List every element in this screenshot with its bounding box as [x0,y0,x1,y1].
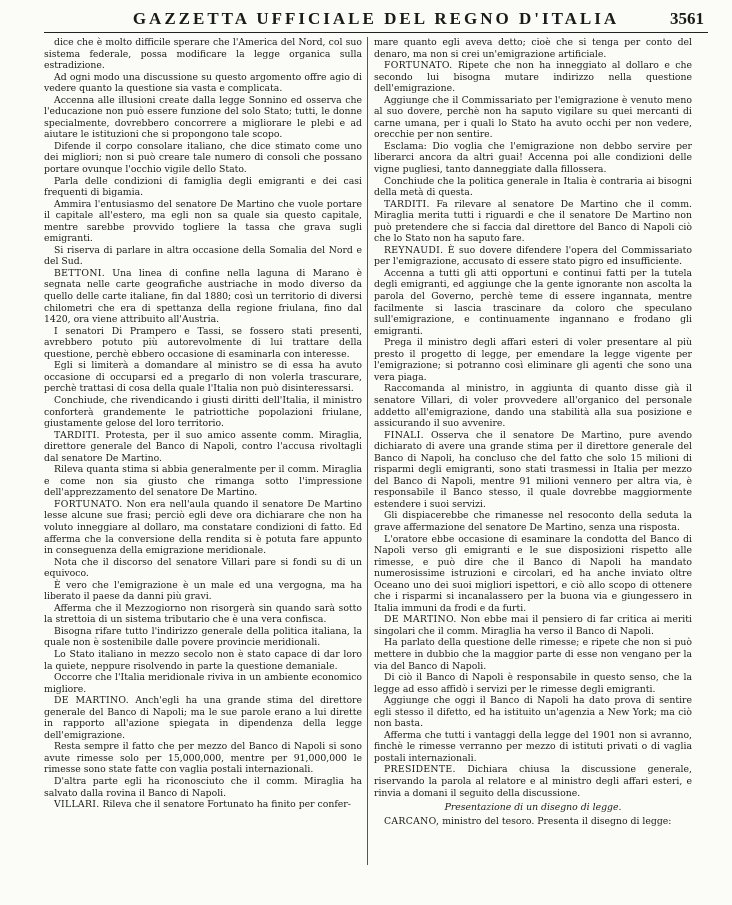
paragraph [44,649,362,672]
paragraph-text: Lo Stato italiano in mezzo secolo non è stato capace di dar loro la quiete, neppure risolvendo in parte la questione demaniale. [44,648,362,672]
paragraph [374,141,692,176]
paragraph-text: Egli si limiterà a domandare al ministro se di essa ha avuto occasione di occuparsi ed a pregarlo di non volerla trascurare, perchè trattasi di cosa della quale l'Italia non può disinteressarsi. [44,360,362,395]
paragraph-text: Di ciò il Banco di Napoli è responsabile in questo senso, che la legge ad esso affidò i servizi per le rimesse degli emigranti. [374,672,692,695]
paragraph-text: Conchiude che la politica generale in Italia è contraria ai bisogni della metà di questa. [374,175,692,199]
paragraph [374,199,692,245]
paragraph [44,395,362,430]
paragraph [44,72,362,95]
paragraph-text: D'altra parte egli ha riconosciuto che il comm. Miraglia ha salvato dalla rovina il Banco di Napoli. [44,776,362,799]
page-number: 3561 [670,9,704,28]
paragraph [44,176,362,199]
paragraph [44,695,362,741]
paragraph [44,199,362,245]
speaker-name: CARCANO, [384,815,440,827]
paragraph-text: Una linea di confine nella laguna di Marano è segnata nelle carte geografiche austriache in modo diverso da quello delle carte italiane, fin dal 1880; così un territorio di diversi chilometri che era di spettanza della regione friulana, fino dal 1420, ora viene attribuito all'Austria. [44,267,362,326]
speaker-name: VILLARI. [54,799,100,811]
paragraph-text: Non era nell'aula quando il senatore De Martino lesse alcune sue frasi; perciò egli deve ora dichiarare che non ha voluto inneggiare al dollaro, ma constatare condizioni di fatto. Ed afferma che la conversione della rendita si è potuta fare appunto in conseguenza della emigrazione meridionale. [44,498,362,557]
speaker-name: TARDITI. [54,429,100,441]
paragraph-text: dice che è molto difficile sperare che l'America del Nord, col suo sistema federale, possa modificare la legge organica sulla estradizione. [44,37,362,72]
page-header [44,6,708,33]
paragraph [374,510,692,533]
speaker-name: FORTUNATO. [384,60,453,72]
paragraph [374,268,692,337]
paragraph-text: Aggiunge che il Commissariato per l'emigrazione è venuto meno al suo dovere, perchè non ha saputo vigilare su quei mercanti di carne umana, per i quali lo Stato ha avuto occhi per non vedere, orecchie per non sentire. [374,94,692,141]
paragraph [374,60,692,95]
paragraph [374,730,692,765]
paragraph-text: Anch'egli ha una grande stima del direttore generale del Banco di Napoli; ma le sue parole erano a lui dirette in rapporto all'azione spiegata in dipendenza della legge dell'emigrazione. [44,695,362,741]
paragraph [374,95,692,141]
paragraph [44,141,362,176]
paragraph [44,95,362,141]
paragraph-text: Parla delle condizioni di famiglia degli emigranti e dei casi frequenti di bigamia. [44,175,362,199]
speaker-name: PRESIDENTE. [384,764,456,776]
paragraph [374,695,692,730]
left-column [44,37,362,811]
paragraph [44,499,362,557]
paragraph-text: Protesta, per il suo amico assente comm. Miraglia, direttore generale del Banco di Napoli, contro l'accusa rivoltagli dal senatore De Martino. [44,429,362,464]
paragraph-text: L'oratore ebbe occasione di esaminare la condotta del Banco di Napoli verso gli emigranti e le sue disposizioni rispetto alle rimesse, e può dire che il Banco di Napoli ha mandato numerosissime istruzioni e circolari, ed ha anche inviato oltre Oceano uno dei suoi migliori ispettori, e ciò allo scopo di ottenere che i risparmi si incanalassero per la buona via e giungessero in Italia immuni da frodi e da furti. [374,533,692,614]
paragraph-text: Afferma che tutti i vantaggi della legge del 1901 non si avranno, finchè le rimesse verranno per mezzo di istituti privati o di vaglia postali internazionali. [374,729,692,764]
paragraph [374,176,692,199]
right-column [374,37,692,827]
paragraph-text: Nota che il discorso del senatore Villari pare si fondi su di un equivoco. [44,556,362,580]
paragraph-text: Ripete che non ha inneggiato al dollaro e che secondo lui bisogna mutare indirizzo nella questione dell'emigrazione. [374,60,692,95]
paragraph-text: Rileva che il senatore Fortunato ha finito per confer- [102,799,351,811]
paragraph-text: mare quanto egli aveva detto; cioè che si tenga per conto del denaro, ma non si crei un'emigrazione artificiale. [374,37,692,60]
paragraph [44,464,362,499]
paragraph-text: Occorre che l'Italia meridionale riviva in un ambiente economico migliore. [44,672,362,695]
paragraph-text: È vero che l'emigrazione è un male ed una vergogna, ma ha liberato il paese da danni più gravi. [44,579,362,603]
speaker-name: TARDITI. [384,198,430,210]
speaker-name: FORTUNATO. [54,498,123,510]
speaker-name: DE MARTINO. [54,695,130,707]
paragraph [44,430,362,465]
paragraph-text: Rileva quanta stima si abbia generalmente per il comm. Miraglia e come non sia giusto che rimanga sotto l'impressione dell'apprezzamento del senatore De Martino. [44,464,362,499]
paragraph [44,672,362,695]
paragraph-text: Raccomanda al ministro, in aggiunta di quanto disse già il senatore Villari, di voler provvedere all'organico del personale addetto all'emigrazione, dando una stabilità alla sua posizione e assicurando il suo avvenire. [374,383,692,430]
speaker-name: FINALI. [384,429,424,441]
paragraph-text: Non ebbe mai il pensiero di far critica ai meriti singolari che il comm. Miraglia ha verso il Banco di Napoli. [374,614,692,637]
paragraph-text: Dichiara chiusa la discussione generale, riservando la parola al relatore e al ministro degli affari esteri, e rinvia a domani il seguito della discussione. [374,764,692,799]
paragraph-text: Afferma che il Mezzogiorno non risorgerà sin quando sarà sotto la strettoia di un sistema tributario che è una vera confisca. [44,602,362,626]
paragraph-text: Ha parlato della questione delle rimesse; e ripete che non si può mettere in dubbio che la maggior parte di esse non vengano per la via del Banco di Napoli. [374,637,692,672]
paragraph-text: Ammira l'entusiasmo del senatore De Martino che vuole portare il capitale all'estero, ma egli non sa quale sia questo capitale, mentre sarebbe provvido togliere la tassa che grava sugli emigranti. [44,198,362,245]
paragraph-text: Osserva che il senatore De Martino, pure avendo dichiarato di avere una grande stima per il direttore generale del Banco di Napoli, ha concluso che del fatto che solo 15 milioni di risparmi degli emigranti, sono stati trasmessi in Italia per mezzo del Banco di Napoli, mentre 91 milioni vennero per altra via, è responsabile il Banco stesso, il quale dovrebbe maggiormente estendere i suoi servizi. [374,429,692,510]
paragraph [374,672,692,695]
paragraph [44,360,362,395]
speaker-name: REYNAUDI. [384,244,444,256]
paragraph-text: Accenna alle illusioni create dalla legge Sonnino ed osserva che l'educazione non può essere funzione del solo Stato; tutti, le donne specialmente, dovrebbero concorrere a migliorare le plebi e ad aiutare le istituzioni che si propongono tale scopo. [44,94,362,141]
paragraph-text: ministro del tesoro. Presenta il disegno di legge: [442,815,672,827]
paragraph [374,816,692,828]
paragraph [374,637,692,672]
paragraph-text: Conchiude, che rivendicando i giusti diritti dell'Italia, il ministro conforterà grandemente le patriottiche popolazioni friulane, giustamente gelose del loro territorio. [44,394,362,430]
paragraph-text: Si riserva di parlare in altra occasione della Somalia del Nord e del Sud. [44,244,362,268]
paragraph [374,245,692,268]
paragraph [44,776,362,799]
paragraph-text: Prega il ministro degli affari esteri di voler presentare al più presto il progetto di legge, per emendare la legge vigente per l'emigrazione; si potranno così eliminare gli agenti che sono una vera piaga. [374,337,692,383]
paragraph-text: Difende il corpo consolare italiano, che dice stimato come uno dei migliori; non si può creare tale numero di consoli che possano portare ovunque l'occhio vigile dello Stato. [44,140,362,176]
paragraph-text: I senatori Di Prampero e Tassi, se fossero stati presenti, avrebbero potuto più autorevolmente di lui trattare della questione, perchè ebbero occasione di esaminarla con interesse. [44,325,362,360]
section-heading: Presentazione di un disegno di legge. [444,802,622,814]
speaker-name: BETTONI. [54,267,105,279]
paragraph [44,799,362,811]
paragraph [44,245,362,268]
paragraph [374,383,692,429]
paragraph-text: Fa rilevare al senatore De Martino che il comm. Miraglia merita tutti i riguardi e che il senatore De Martino non può pretendere che si faccia dal direttore del Banco di Napoli ciò che lo Stato non ha saputo fare. [374,198,692,245]
paragraph [374,614,692,637]
speaker-name: DE MARTINO. [384,614,457,626]
paragraph-text: Bisogna rifare tutto l'indirizzo generale della politica italiana, la quale non è sostenibile dalle povere provincie meridionali. [44,625,362,649]
newspaper-title: GAZZETTA UFFICIALE DEL REGNO D'ITALIA [132,9,620,28]
paragraph [44,37,362,72]
paragraph-text: Esclama: Dio voglia che l'emigrazione non debbo servire per liberarci ancora da altri guai! Accenna poi alle condizioni delle vigne pugliesi, tanto danneggiate dalla fillossera. [374,140,692,176]
paragraph [44,741,362,776]
paragraph [374,337,692,383]
paragraph-text: Resta sempre il fatto che per mezzo del Banco di Napoli si sono avute rimesse solo per 15,000,000, mentre per 91,000,000 le rimesse sono state fatte con vaglia postali internazionali. [44,741,362,776]
paragraph-text: È suo dovere difendere l'opera del Commissariato per l'emigrazione, accusato di essere stato pigro ed insufficiente. [374,244,692,268]
paragraph-text: Gli dispiacerebbe che rimanesse nel resoconto della seduta la grave affermazione del senatore De Martino, senza una risposta. [374,510,692,533]
paragraph [44,557,362,580]
paragraph-text: Aggiunge che oggi il Banco di Napoli ha dato prova di sentire egli stesso il difetto, ed ha istituito un'agenzia a New York; ma ciò non basta. [374,695,692,730]
paragraph [44,326,362,361]
paragraph [44,580,362,603]
paragraph [374,37,692,60]
column-divider [367,37,368,865]
paragraph-text: Accenna a tutti gli atti opportuni e continui fatti per la tutela degli emigranti, ed aggiunge che la gente ignorante non ascolta la parola del Governo, perchè teme di essere ingannata, mentre facilmente si lascia trascinare da coloro che speculano sull'emigrazione, e continuamente ingannano e frodano gli emigranti. [374,267,692,337]
paragraph [44,626,362,649]
paragraph [44,603,362,626]
text-columns [44,37,708,905]
paragraph [44,268,362,326]
paragraph [374,430,692,511]
paragraph [374,764,692,799]
paragraph [374,534,692,615]
paragraph-text: Ad ogni modo una discussione su questo argomento offre agio di vedere quanto la questione sia vasta e complicata. [44,71,362,95]
